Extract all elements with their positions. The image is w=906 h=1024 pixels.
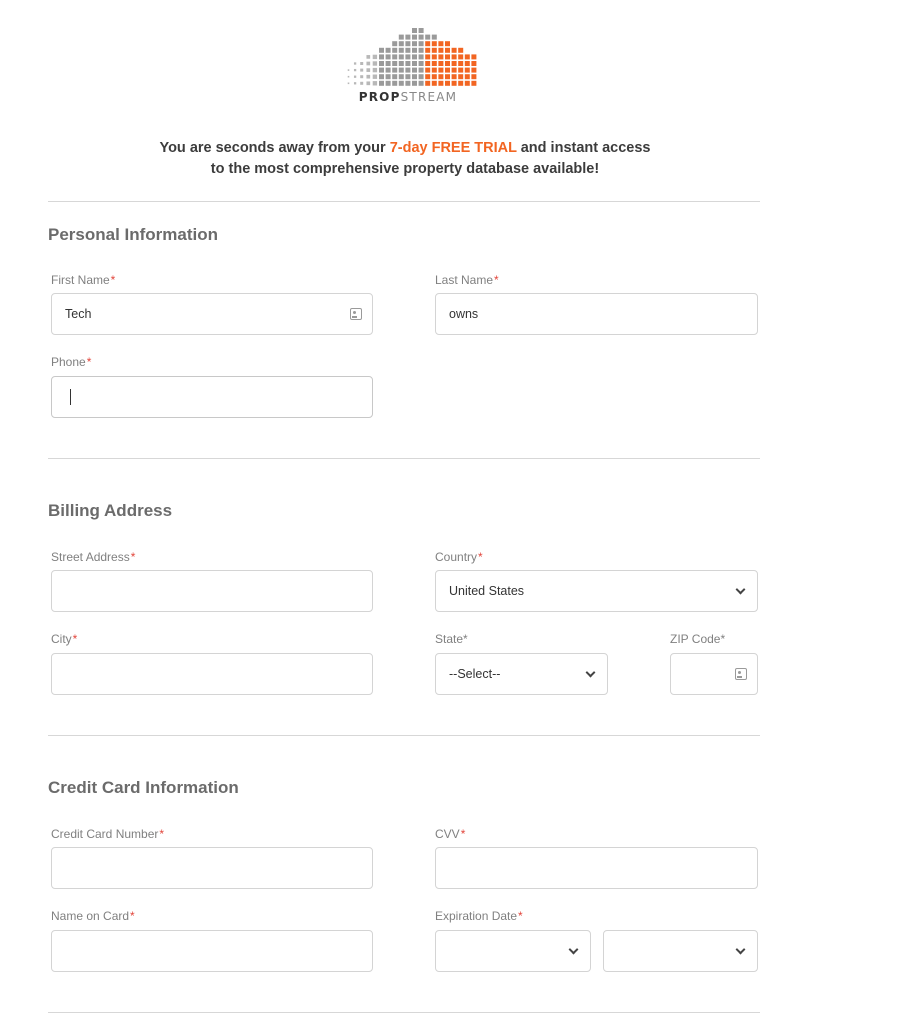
logo-block [458,68,463,73]
logo-block [412,74,417,79]
logo-block [458,74,463,79]
first-name-input[interactable]: Tech [51,293,373,335]
logo-block [458,81,463,86]
logo-block [412,68,417,73]
country-label: Country* [435,550,483,564]
logo-block [399,48,404,53]
section-title-billing: Billing Address [48,501,173,520]
logo-block [354,76,356,78]
text-caret [70,389,71,405]
chevron-down-icon [586,668,596,678]
expiration-date-label: Expiration Date* [435,909,523,923]
logo-block [452,68,457,73]
first-name-label: First Name* [51,273,116,287]
card-number-label: Credit Card Number* [51,827,165,841]
section-title-personal: Personal Information [48,225,219,244]
logo-block [438,68,443,73]
logo-block [373,68,377,72]
logo-block [399,61,404,66]
logo-block [386,68,391,73]
divider [48,458,760,459]
logo-block [445,61,450,66]
logo-block [432,35,437,40]
logo-block [432,54,437,59]
logo-block [425,61,430,66]
logo-block [419,54,424,59]
logo-block [392,54,397,59]
city-input[interactable] [51,653,373,695]
logo-block [392,81,397,86]
logo-block [386,74,391,79]
logo-block [405,41,410,46]
logo-block [412,41,417,46]
logo-block [438,81,443,86]
logo-block [366,68,370,72]
logo-block [432,41,437,46]
chevron-down-icon [736,585,746,595]
logo-block [445,81,450,86]
last-name-input[interactable]: owns [435,293,758,335]
logo-block [458,54,463,59]
logo-block [379,81,384,86]
logo-block [392,61,397,66]
logo-block [360,75,363,78]
logo-block [432,61,437,66]
logo-block [405,35,410,40]
cvv-input[interactable] [435,847,758,889]
logo-block [386,48,391,53]
logo-block [471,74,476,79]
logo-block [379,54,384,59]
logo-block [373,81,377,85]
divider [48,201,760,202]
logo-block [373,61,377,65]
logo-block [419,35,424,40]
logo-block [379,68,384,73]
logo-block [471,68,476,73]
logo-block [432,81,437,86]
zip-code-label: ZIP Code* [670,632,726,646]
state-label: State* [435,632,468,646]
logo-block [438,48,443,53]
logo-block [366,81,370,85]
logo-block [366,55,370,59]
logo-block [379,48,384,53]
trial-headline: You are seconds away from your 7-day FREE TRIAL and instant access to the most comprehensive property database available! [159,140,651,177]
logo-block [425,68,430,73]
logo-block [360,69,363,72]
logo-block [366,75,370,79]
logo-block [366,62,370,66]
logo-block [392,74,397,79]
logo-block [432,68,437,73]
logo-block [438,41,443,46]
logo-block [465,68,470,73]
logo-block [452,74,457,79]
expiration-month-select[interactable] [435,930,591,972]
logo-mark-icon [338,24,478,88]
logo-block [399,68,404,73]
divider [48,1012,760,1013]
logo-block [392,41,397,46]
logo-block [405,54,410,59]
chevron-down-icon [569,945,579,955]
logo-block [405,74,410,79]
logo-block [419,61,424,66]
logo-block [465,61,470,66]
name-on-card-input[interactable] [51,930,373,972]
logo-block [471,61,476,66]
logo-block [412,28,417,33]
country-select[interactable]: United States [435,570,758,612]
logo-block [412,35,417,40]
state-select[interactable]: --Select-- [435,653,608,695]
logo-block [425,35,430,40]
trial-highlight: 7-day FREE TRIAL [389,140,517,156]
propstream-logo [338,24,478,108]
logo-block [445,68,450,73]
logo-block [399,81,404,86]
zip-code-input[interactable] [670,653,758,695]
logo-block [399,74,404,79]
logo-block [458,61,463,66]
logo-block [379,61,384,66]
logo-block [419,41,424,46]
street-address-input[interactable] [51,570,373,612]
logo-block [373,75,377,79]
logo-block [471,81,476,86]
logo-block [419,68,424,73]
logo-block [438,61,443,66]
street-address-label: Street Address* [51,550,136,564]
logo-block [412,48,417,53]
divider [48,735,760,736]
phone-input[interactable] [51,376,373,418]
logo-block [379,74,384,79]
logo-block [465,54,470,59]
logo-block [399,35,404,40]
logo-block [425,41,430,46]
logo-block [452,54,457,59]
logo-block [445,74,450,79]
cvv-label: CVV* [435,827,466,841]
logo-block [438,74,443,79]
logo-block [354,69,356,71]
logo-block [405,61,410,66]
logo-block [432,48,437,53]
logo-block [471,54,476,59]
logo-block [405,48,410,53]
logo-block [419,74,424,79]
logo-block [452,48,457,53]
logo-block [419,48,424,53]
logo-block [419,28,424,33]
logo-block [348,76,350,78]
logo-block [373,55,377,59]
logo-block [445,48,450,53]
card-number-input[interactable] [51,847,373,889]
logo-block [452,61,457,66]
phone-label: Phone* [51,355,92,369]
logo-block [348,83,350,85]
last-name-label: Last Name* [435,273,499,287]
logo-block [465,81,470,86]
autofill-contact-icon[interactable] [350,308,362,320]
logo-block [386,61,391,66]
logo-block [412,81,417,86]
logo-block [392,48,397,53]
logo-block [438,54,443,59]
logo-block [399,41,404,46]
logo-block [360,82,363,85]
logo-block [354,62,356,64]
logo-block [445,41,450,46]
logo-wordmark: PROPSTREAM [358,90,458,104]
logo-block [412,54,417,59]
logo-block [445,54,450,59]
logo-block [386,54,391,59]
logo-block [425,81,430,86]
logo-block [348,69,350,71]
logo-block [360,62,363,65]
logo-block [425,74,430,79]
logo-block [458,48,463,53]
city-label: City* [51,632,78,646]
expiration-year-select[interactable] [603,930,758,972]
logo-block [412,61,417,66]
logo-block [432,74,437,79]
section-title-card: Credit Card Information [48,778,239,797]
chevron-down-icon [736,945,746,955]
logo-block [354,82,356,84]
logo-block [425,48,430,53]
logo-block [386,81,391,86]
logo-block [465,74,470,79]
autofill-contact-icon[interactable] [735,668,747,680]
name-on-card-label: Name on Card* [51,909,135,923]
logo-block [399,54,404,59]
logo-block [425,54,430,59]
logo-block [405,68,410,73]
logo-block [452,81,457,86]
logo-block [405,81,410,86]
logo-block [392,68,397,73]
logo-block [419,81,424,86]
